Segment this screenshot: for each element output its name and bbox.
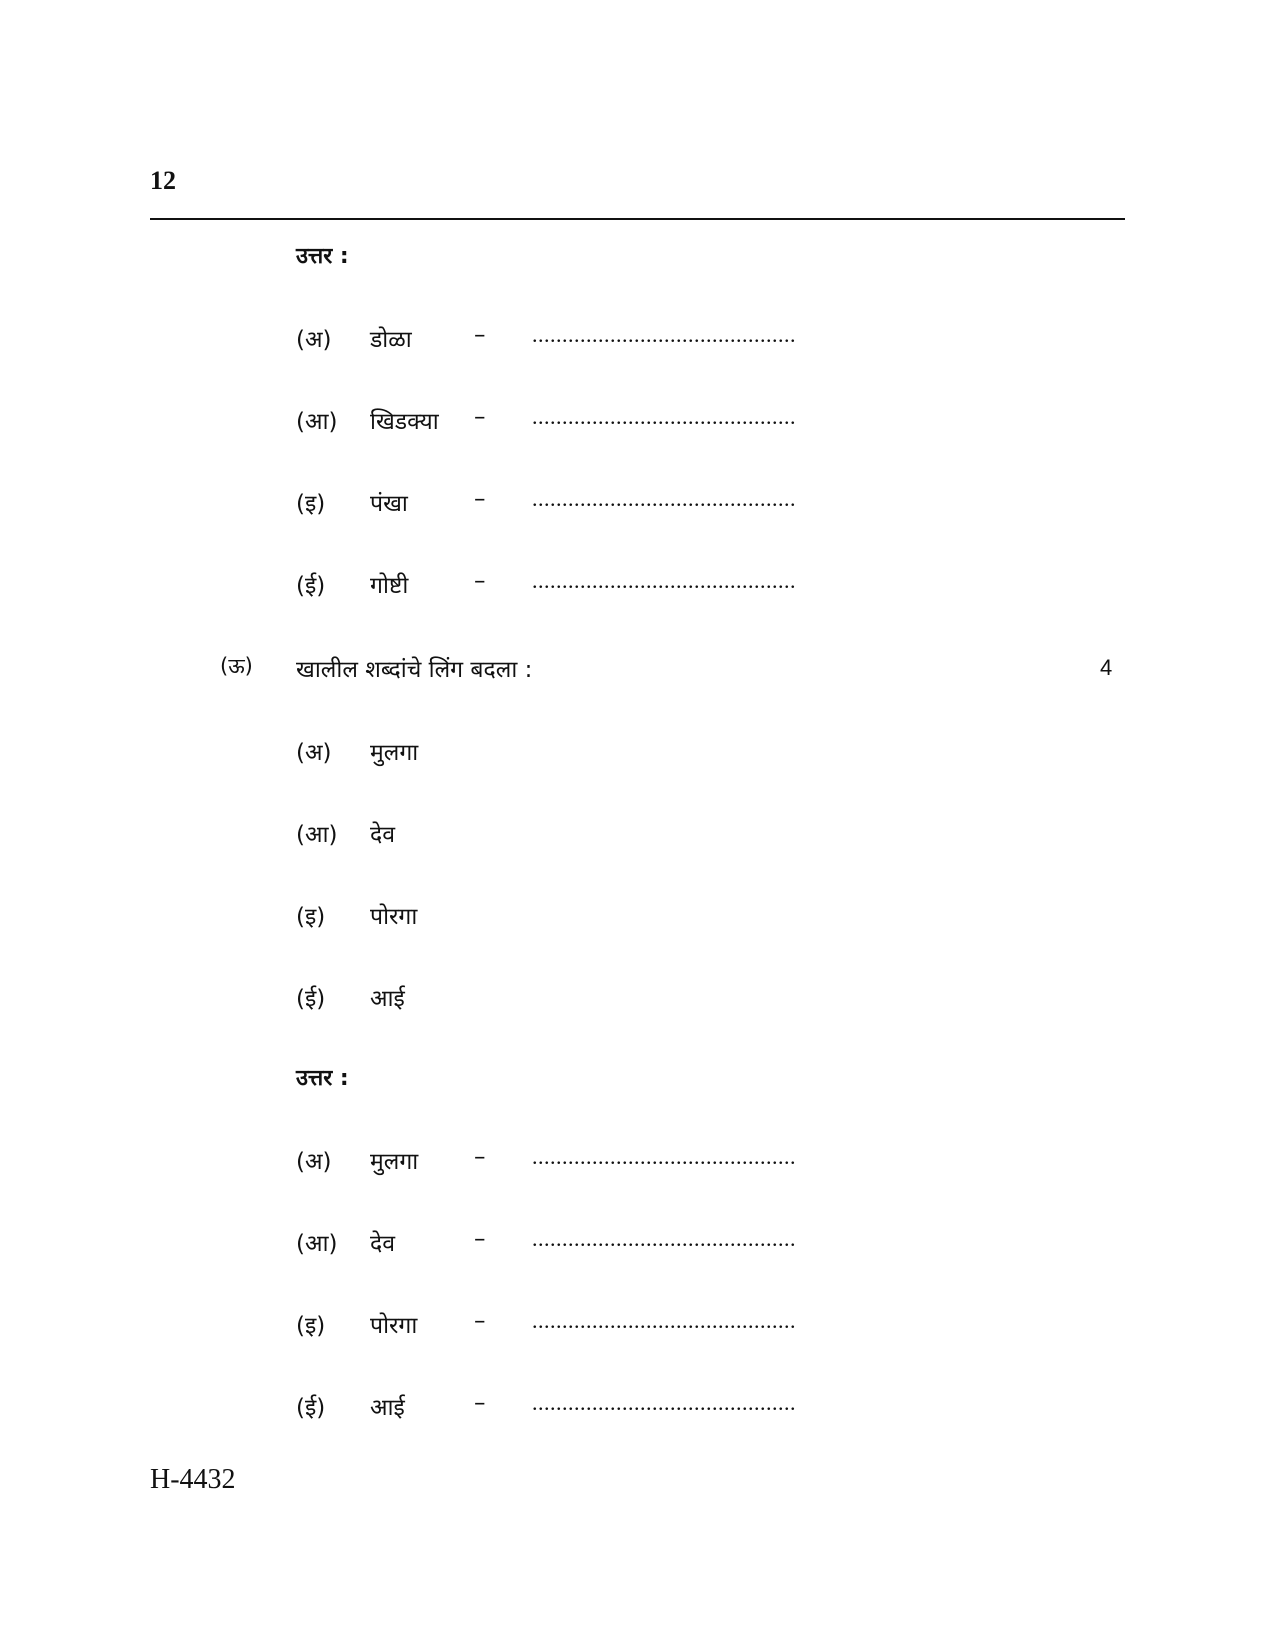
- answer-label: (आ): [296, 1231, 338, 1257]
- answer-blank: ............................................: [532, 1144, 796, 1169]
- answer-word: देव: [370, 1231, 396, 1257]
- question-item-word: देव: [370, 822, 396, 848]
- answer-blank: ............................................: [532, 568, 796, 593]
- answer-dash: –: [474, 322, 486, 348]
- answer-label: (अ): [296, 1149, 332, 1175]
- answer-word: पोरगा: [370, 1313, 418, 1339]
- answer-blank: ............................................: [532, 322, 796, 347]
- answer-dash: –: [474, 1144, 486, 1170]
- answer-heading: उत्तर :: [296, 1066, 349, 1091]
- answer-dash: –: [474, 1308, 486, 1334]
- answer-dash: –: [474, 568, 486, 594]
- question-item-label: (इ): [296, 904, 326, 930]
- answer-word: पंखा: [370, 491, 408, 517]
- answer-word: डोळा: [370, 327, 412, 353]
- answer-dash: –: [474, 1390, 486, 1416]
- answer-dash: –: [474, 486, 486, 512]
- answer-label: (अ): [296, 327, 332, 353]
- question-item-label: (अ): [296, 740, 332, 766]
- question-marks: 4: [1100, 655, 1113, 680]
- answer-dash: –: [474, 404, 486, 430]
- question-item-label: (ई): [296, 986, 326, 1012]
- answer-blank: ............................................: [532, 404, 796, 429]
- answer-blank: ............................................: [532, 1308, 796, 1333]
- question-item-word: पोरगा: [370, 904, 418, 930]
- question-text: खालील शब्दांचे लिंग बदला :: [296, 657, 533, 683]
- answer-word: गोष्टी: [370, 573, 409, 599]
- answer-heading: उत्तर :: [296, 244, 349, 269]
- answer-label: (इ): [296, 491, 326, 517]
- answer-label: (इ): [296, 1313, 326, 1339]
- page-number: 12: [150, 166, 176, 195]
- header-rule: [150, 218, 1125, 220]
- answer-blank: ............................................: [532, 486, 796, 511]
- question-item-word: आई: [370, 986, 405, 1012]
- answer-label: (ई): [296, 1395, 326, 1421]
- footer-paper-code: H-4432: [150, 1464, 236, 1495]
- answer-dash: –: [474, 1226, 486, 1252]
- question-number: (ऊ): [220, 654, 253, 678]
- answer-label: (ई): [296, 573, 326, 599]
- question-item-label: (आ): [296, 822, 338, 848]
- answer-word: खिडक्या: [370, 409, 439, 435]
- answer-word: आई: [370, 1395, 405, 1421]
- answer-label: (आ): [296, 409, 338, 435]
- answer-blank: ............................................: [532, 1390, 796, 1415]
- question-item-word: मुलगा: [370, 740, 419, 766]
- answer-blank: ............................................: [532, 1226, 796, 1251]
- answer-word: मुलगा: [370, 1149, 419, 1175]
